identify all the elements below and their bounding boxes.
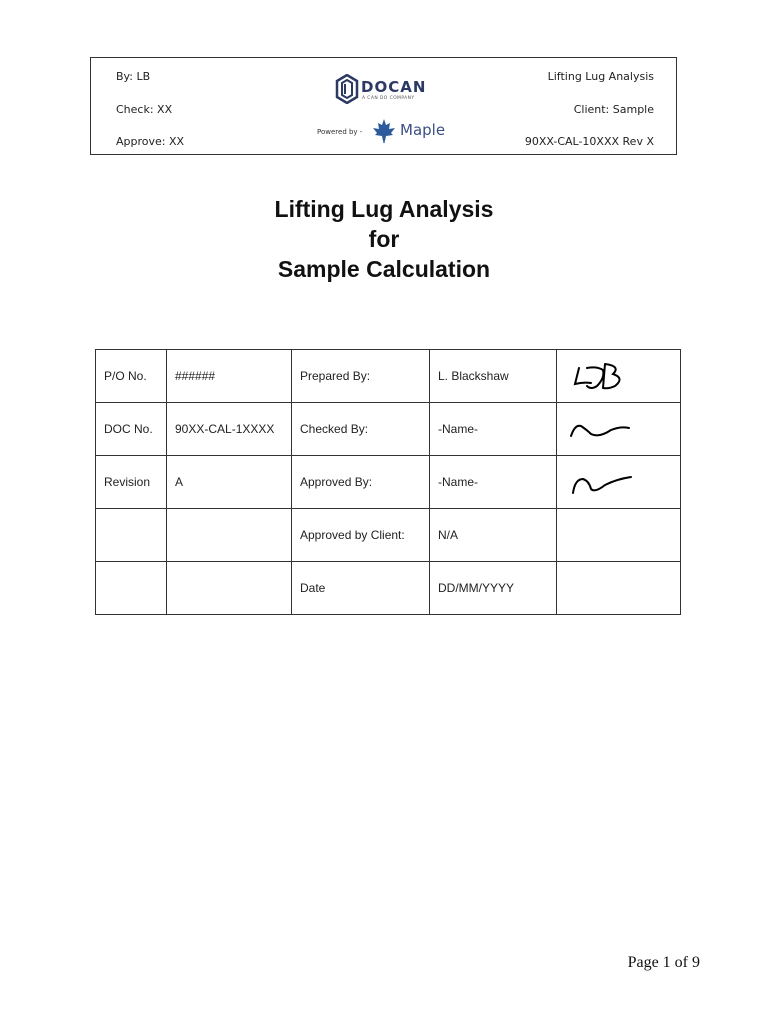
header-check: Check: XX	[116, 103, 173, 116]
revision-label: Revision	[96, 456, 167, 509]
checked-by-value: -Name-	[430, 403, 557, 456]
header-by: By: LB	[116, 70, 151, 83]
signoff-table	[95, 349, 681, 615]
doc-no-value: 90XX-CAL-1XXXX	[167, 403, 292, 456]
title-line-3: Sample Calculation	[277, 256, 491, 282]
partner-name: Maple	[400, 121, 446, 139]
empty-cell	[96, 562, 167, 615]
docan-logo-icon	[335, 74, 359, 104]
title-line-1: Lifting Lug Analysis	[274, 196, 494, 222]
checked-by-label: Checked By:	[292, 403, 430, 456]
approved-signature-cell	[557, 456, 681, 509]
document-header	[90, 57, 677, 155]
empty-signature-cell	[557, 509, 681, 562]
header-approve: Approve: XX	[116, 135, 185, 148]
prepared-by-label: Prepared By:	[292, 350, 430, 403]
checked-signature-cell	[557, 403, 681, 456]
maple-leaf-icon	[371, 118, 397, 144]
po-value: ######	[167, 350, 292, 403]
header-client: Client: Sample	[573, 103, 654, 116]
table-row	[96, 403, 681, 456]
approved-by-client-value: N/A	[430, 509, 557, 562]
page-number: Page 1 of 9	[627, 954, 700, 971]
prepared-signature-cell	[557, 350, 681, 403]
doc-no-label: DOC No.	[96, 403, 167, 456]
table-row	[96, 350, 681, 403]
date-label: Date	[292, 562, 430, 615]
empty-cell	[167, 562, 292, 615]
revision-value: A	[167, 456, 292, 509]
empty-cell	[96, 509, 167, 562]
header-doc-title: Lifting Lug Analysis	[547, 70, 654, 83]
date-value: DD/MM/YYYY	[430, 562, 557, 615]
table-row	[96, 562, 681, 615]
empty-cell	[167, 509, 292, 562]
logo-tagline: A CAN DO COMPANY	[362, 96, 415, 101]
prepared-signature	[565, 356, 635, 396]
approved-signature	[565, 467, 635, 497]
table-row	[96, 456, 681, 509]
title-line-2: for	[368, 226, 400, 252]
approved-by-client-label: Approved by Client:	[292, 509, 430, 562]
checked-signature	[565, 414, 635, 444]
powered-by-label: Powered by -	[317, 128, 363, 136]
empty-signature-cell	[557, 562, 681, 615]
po-label: P/O No.	[96, 350, 167, 403]
docan-logo	[335, 74, 435, 108]
approved-by-label: Approved By:	[292, 456, 430, 509]
header-doc-ref: 90XX-CAL-10XXX Rev X	[524, 135, 654, 148]
prepared-by-value: L. Blackshaw	[430, 350, 557, 403]
approved-by-value: -Name-	[430, 456, 557, 509]
table-row	[96, 509, 681, 562]
logo-name: DOCAN	[361, 78, 427, 96]
